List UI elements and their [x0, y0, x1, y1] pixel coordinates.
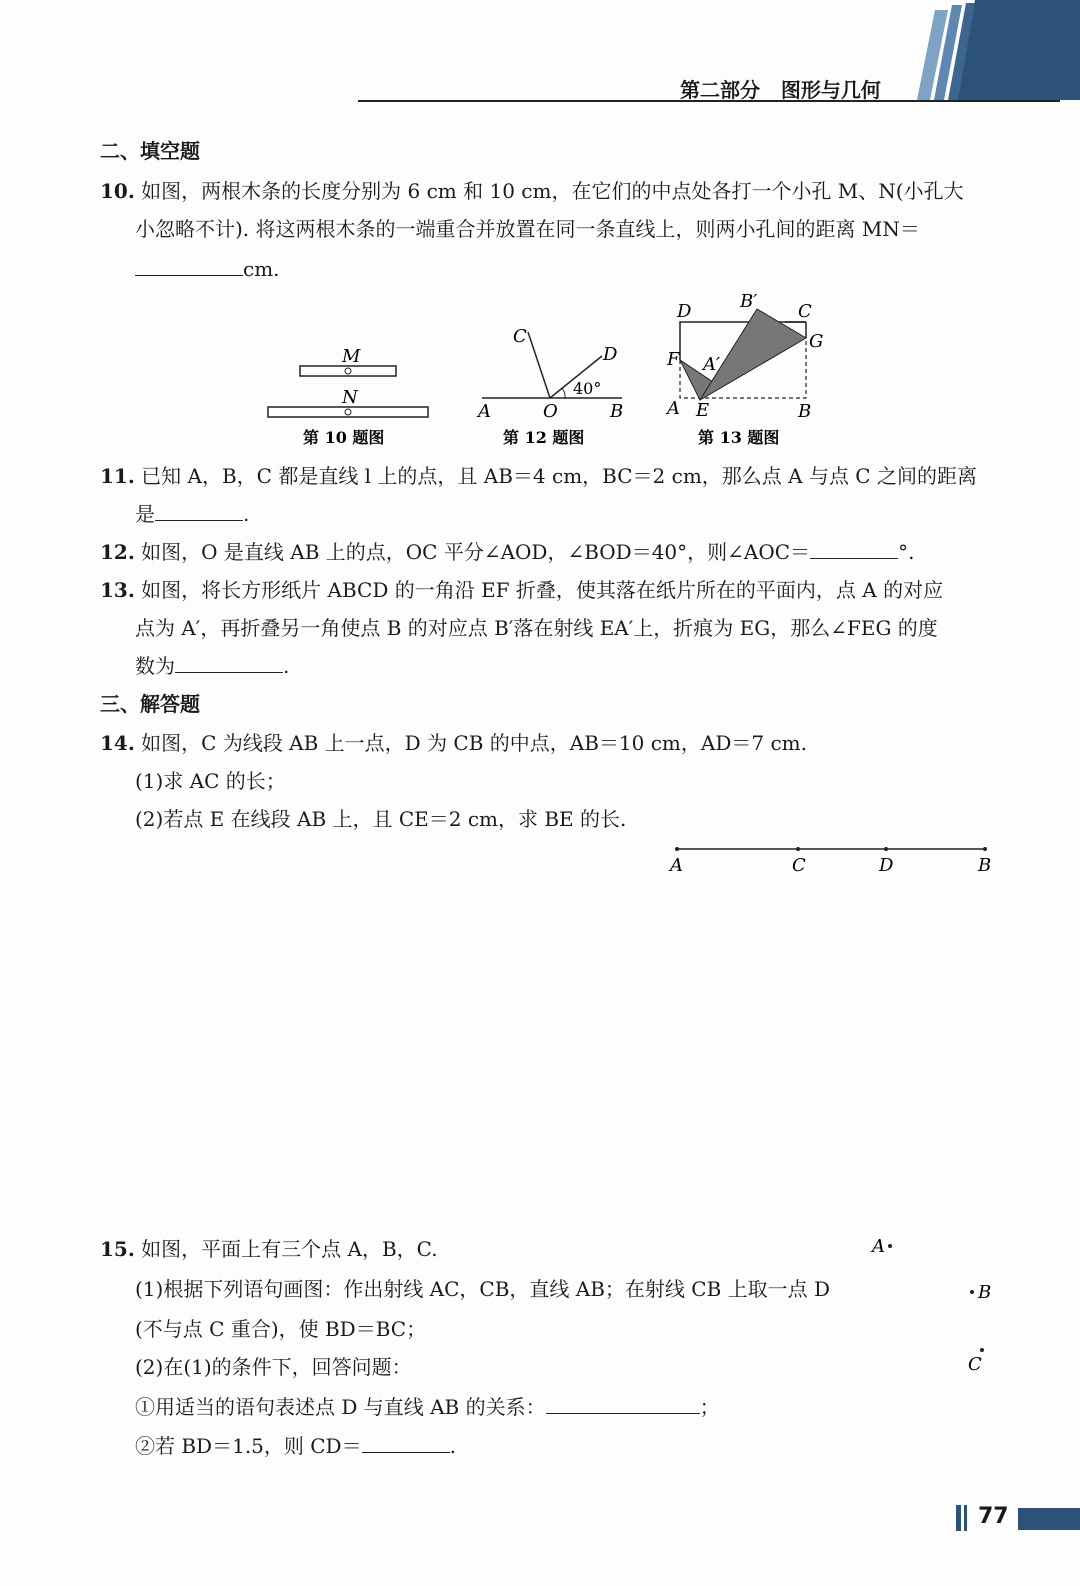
label-b: B	[798, 401, 812, 422]
question-10-line3: cm.	[135, 256, 280, 282]
question-12: 12. 如图，O 是直线 AB 上的点，OC 平分∠AOD，∠BOD＝40°，则∠AOC＝ °.	[100, 540, 915, 564]
question-15-part1: (1)根据下列语句画图：作出射线 AC，CB，直线 AB；在射线 CB 上取一点 D	[135, 1277, 831, 1301]
figures-row	[260, 290, 850, 455]
label-a: A	[667, 398, 680, 419]
question-13: 13. 如图，将长方形纸片 ABCD 的一角沿 EF 折叠，使其落在纸片所在的平面内，点 A 的对应	[100, 578, 944, 602]
figure-13-caption: 第 13 题图	[698, 428, 780, 447]
label-e: E	[696, 400, 710, 421]
question-15: 15. 如图，平面上有三个点 A，B，C.	[100, 1237, 438, 1261]
section-heading-answer: 三、解答题	[100, 692, 200, 716]
label-b-prime: B′	[740, 291, 758, 312]
answer-blank[interactable]	[175, 654, 283, 673]
label-b: B	[978, 855, 992, 876]
label-n: N	[342, 387, 358, 408]
figure-12	[476, 326, 623, 447]
question-14-part1: (1)求 AC 的长；	[135, 769, 286, 793]
label-g: G	[809, 331, 824, 352]
label-d: D	[603, 344, 618, 365]
question-15-sub2: ②若 BD＝1.5，则 CD＝ .	[135, 1434, 456, 1458]
question-13-line2: 点为 A′，再折叠另一角使点 B 的对应点 B′落在射线 EA′上，折痕为 EG，那么∠FEG 的度	[135, 616, 938, 640]
section-heading-fill-blank: 二、填空题	[100, 139, 200, 163]
page-number-tab	[1018, 1508, 1080, 1530]
answer-blank[interactable]	[546, 1395, 700, 1414]
question-15-part1-cont: (不与点 C 重合)，使 BD＝BC；	[135, 1317, 427, 1341]
answer-blank[interactable]	[810, 540, 898, 559]
label-b: B	[610, 401, 624, 422]
answer-blank[interactable]	[155, 502, 243, 521]
page-number-bar	[956, 1505, 961, 1531]
page-number-bar	[964, 1505, 967, 1531]
figure-13	[665, 291, 823, 447]
angle-label: 40°	[573, 379, 602, 398]
label-b: B	[978, 1282, 992, 1303]
figure-12-caption: 第 12 题图	[503, 428, 585, 447]
question-11-line2: 是 .	[135, 502, 250, 526]
label-a-prime: A′	[703, 354, 721, 375]
question-11: 11. 已知 A，B，C 都是直线 l 上的点，且 AB＝4 cm，BC＝2 cm，那么点 A 与点 C 之间的距离	[100, 464, 977, 488]
question-13-line3: 数为 .	[135, 654, 290, 678]
label-a: A	[478, 401, 491, 422]
label-a: A	[670, 855, 683, 876]
label-d: D	[879, 855, 894, 876]
answer-blank[interactable]	[362, 1434, 450, 1453]
question-14: 14. 如图，C 为线段 AB 上一点，D 为 CB 的中点，AB＝10 cm，AD＝7 cm.	[100, 731, 807, 755]
question-10: 10. 如图，两根木条的长度分别为 6 cm 和 10 cm，在它们的中点处各打一个小孔 M、N(小孔大	[100, 179, 964, 203]
figure-15-points	[860, 1230, 1010, 1380]
figure-14-segment	[660, 838, 1000, 878]
page-number: 77	[978, 1504, 1009, 1529]
answer-blank[interactable]	[135, 257, 243, 276]
label-c: C	[968, 1354, 982, 1375]
question-15-part2: (2)在(1)的条件下，回答问题：	[135, 1355, 412, 1379]
label-c: C	[513, 326, 527, 347]
question-15-sub1: ①用适当的语句表述点 D 与直线 AB 的关系： ；	[135, 1395, 720, 1419]
header-title: 第二部分 图形与几何	[680, 78, 881, 102]
header-banner-decoration	[0, 0, 1080, 110]
question-14-part2: (2)若点 E 在线段 AB 上，且 CE＝2 cm，求 BE 的长.	[135, 807, 627, 831]
label-m: M	[342, 346, 361, 367]
label-d: D	[677, 301, 692, 322]
label-a: A	[872, 1236, 885, 1257]
label-c: C	[798, 301, 812, 322]
label-f: F	[667, 349, 680, 370]
figure-10-caption: 第 10 题图	[303, 428, 385, 447]
question-10-line2: 小忽略不计). 将这两根木条的一端重合并放置在同一条直线上，则两小孔间的距离 MN＝	[135, 217, 920, 241]
figure-10	[268, 346, 428, 447]
label-c: C	[792, 855, 806, 876]
label-o: O	[543, 401, 558, 422]
